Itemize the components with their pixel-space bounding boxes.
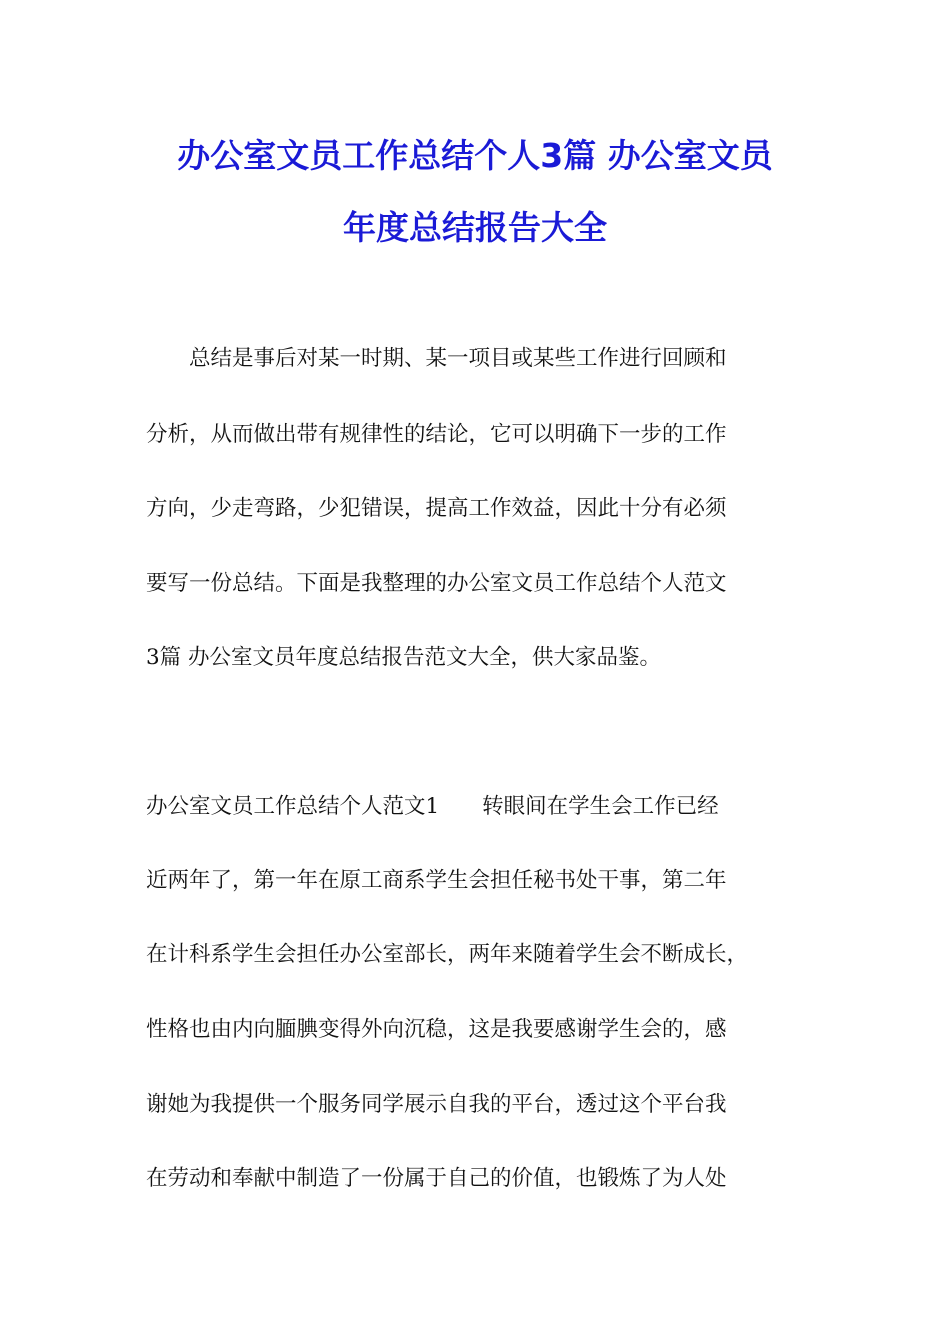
body-line: 办公室文员工作总结个人范文1 转眼间在学生会工作已经	[146, 794, 719, 819]
document-title-line-2: 年度总结报告大全	[343, 208, 607, 247]
intro-line: 分析，从而做出带有规律性的结论，它可以明确下一步的工作	[146, 422, 727, 447]
body-line: 近两年了，第一年在原工商系学生会担任秘书处干事，第二年	[146, 868, 727, 893]
document-title-line-1: 办公室文员工作总结个人3篇 办公室文员	[177, 136, 773, 175]
body-line: 性格也由内向腼腆变得外向沉稳，这是我要感谢学生会的，感	[146, 1017, 727, 1042]
intro-line: 3篇 办公室文员年度总结报告范文大全，供大家品鉴。	[146, 645, 662, 670]
body-line: 在计科系学生会担任办公室部长，两年来随着学生会不断成长，	[146, 942, 749, 967]
body-line: 谢她为我提供一个服务同学展示自我的平台，透过这个平台我	[146, 1092, 727, 1117]
intro-line: 总结是事后对某一时期、某一项目或某些工作进行回顾和	[146, 346, 727, 371]
body-line: 在劳动和奉献中制造了一份属于自己的价值，也锻炼了为人处	[146, 1166, 727, 1191]
intro-line: 要写一份总结。下面是我整理的办公室文员工作总结个人范文	[146, 571, 727, 596]
intro-line: 方向，少走弯路，少犯错误，提高工作效益，因此十分有必须	[146, 496, 727, 521]
